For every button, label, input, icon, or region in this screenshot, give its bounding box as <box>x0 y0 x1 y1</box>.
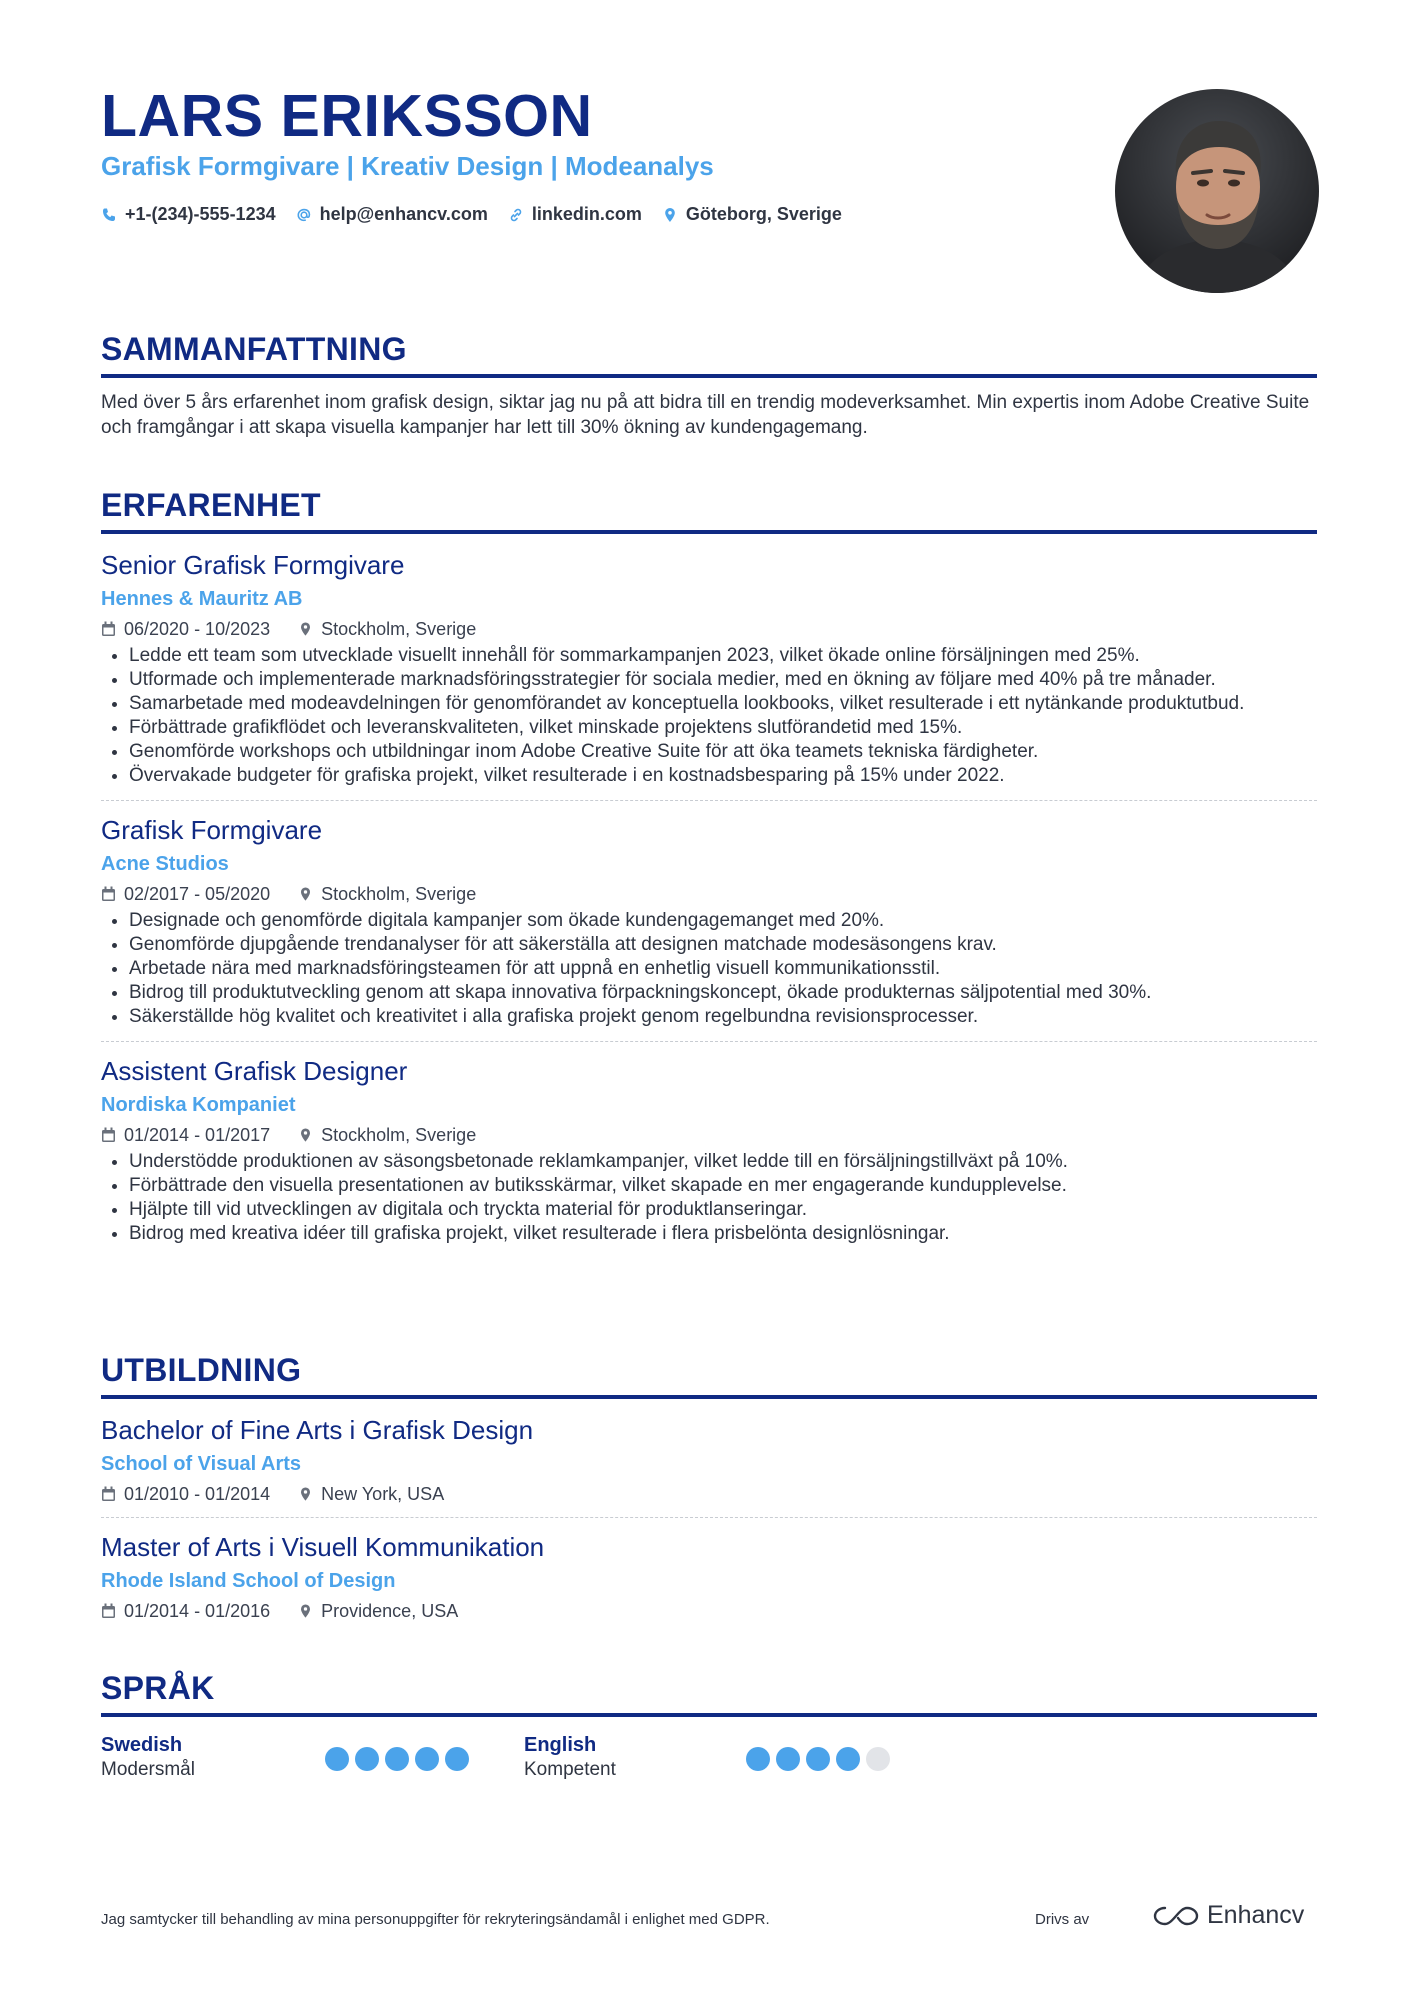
gdpr-consent: Jag samtycker till behandling av mina personuppgifter för rekryteringsändamål i enlighet med GDPR. <box>101 1911 770 1928</box>
rating-dot-filled <box>836 1747 860 1771</box>
bullet-item: • Hjälpte till vid utvecklingen av digitala och tryckta material för produktlanseringar. <box>129 1198 1317 1222</box>
contact-location-text: Göteborg, Sverige <box>685 204 842 224</box>
calendar-icon <box>101 1486 116 1502</box>
contact-linkedin[interactable] <box>508 204 642 225</box>
profile-photo <box>1115 89 1319 293</box>
bullet-item: • Bidrog till produktutveckling genom att skapa innovativa förpackningskoncept, ökade produkternas säljpotential med 30%. <box>129 981 1317 1005</box>
education-location: New York, USA <box>321 1484 445 1504</box>
bullet-item: • Genomförde workshops och utbildningar inom Adobe Creative Suite för att öka teamets tekniska färdigheter. <box>129 740 1317 764</box>
contact-email[interactable] <box>296 204 488 225</box>
job-bullets <box>101 909 1317 1029</box>
location-pin-icon <box>298 1603 313 1619</box>
bullet-item: • Bidrog med kreativa idéer till grafiska projekt, vilket resulterade i flera prisbelönta designlösningar. <box>129 1222 1317 1246</box>
language-entry <box>524 1733 944 1783</box>
contact-list <box>101 204 842 225</box>
contact-phone-text: +1-(234)-555-1234 <box>125 204 276 224</box>
education-meta <box>101 1600 1317 1622</box>
education-title: UTBILDNING <box>101 1352 1317 1399</box>
contact-location <box>662 204 842 225</box>
rating-dot-filled <box>415 1747 439 1771</box>
contact-linkedin-text: linkedin.com <box>531 204 642 224</box>
job-dates: 06/2020 - 10/2023 <box>124 619 271 639</box>
at-icon <box>296 207 312 223</box>
language-level: Modersmål <box>101 1759 195 1780</box>
location-pin-icon <box>298 1127 313 1143</box>
rating-dot-filled <box>355 1747 379 1771</box>
job-title: Senior Grafisk Formgivare <box>101 550 405 580</box>
degree-title: Master of Arts i Visuell Kommunikation <box>101 1532 545 1562</box>
calendar-icon <box>101 1603 116 1619</box>
rating-dot-filled <box>806 1747 830 1771</box>
languages-title: SPRÅK <box>101 1670 1317 1717</box>
job-location: Stockholm, Sverige <box>321 1125 477 1145</box>
job-dates: 02/2017 - 05/2020 <box>124 884 271 904</box>
degree-title: Bachelor of Fine Arts i Grafisk Design <box>101 1415 534 1445</box>
experience-title: ERFARENHET <box>101 487 1317 534</box>
bullet-item: • Förbättrade den visuella presentationen av butiksskärmar, vilket skapade en mer engagerande kundupplevelse. <box>129 1174 1317 1198</box>
summary-text: Med över 5 års erfarenhet inom grafisk design, siktar jag nu på att bidra till en trendig modeverksamhet. Min expertis inom Adobe Creative Suite och framgångar i att skapa visuella kampanjer har lett till 30% ökning av kundengagemang. <box>101 392 1310 438</box>
bullet-item: • Understödde produktionen av säsongsbetonade reklamkampanjer, vilket ledde till en försäljningstillväxt på 10%. <box>129 1150 1317 1174</box>
job-entry <box>101 1056 1317 1246</box>
job-title: Grafisk Formgivare <box>101 815 323 845</box>
language-level: Kompetent <box>524 1759 616 1780</box>
location-pin-icon <box>298 886 313 902</box>
rating-dot-filled <box>385 1747 409 1771</box>
experience-section <box>101 487 1317 1246</box>
education-section <box>101 1352 1317 1622</box>
resume-page <box>101 0 1317 1995</box>
bullet-item: • Säkerställde hög kvalitet och kreativitet i alla grafiska projekt genom regelbundna revisionsprocesser. <box>129 1005 1317 1029</box>
job-bullets <box>101 644 1317 788</box>
company-name: Acne Studios <box>101 853 229 875</box>
job-meta <box>101 618 1317 640</box>
rating-dot-filled <box>445 1747 469 1771</box>
bullet-item: • Ledde ett team som utvecklade visuellt innehåll för sommarkampanjen 2023, vilket ökade online försäljningen med 25%. <box>129 644 1317 668</box>
candidate-headline: Grafisk Formgivare | Kreativ Design | Modeanalys <box>101 151 714 181</box>
education-location: Providence, USA <box>321 1601 459 1621</box>
enhancv-logo-icon <box>1153 1904 1199 1928</box>
job-meta <box>101 883 1317 905</box>
company-name: Nordiska Kompaniet <box>101 1094 296 1116</box>
job-entry <box>101 550 1317 788</box>
language-rating <box>746 1747 890 1771</box>
brand-name: Enhancv <box>1207 1901 1305 1929</box>
job-bullets <box>101 1150 1317 1246</box>
rating-dot-filled <box>746 1747 770 1771</box>
school-name: Rhode Island School of Design <box>101 1570 396 1592</box>
summary-section <box>101 331 1317 440</box>
job-dates: 01/2014 - 01/2017 <box>124 1125 271 1145</box>
phone-icon <box>101 207 117 223</box>
language-entry <box>101 1733 521 1783</box>
summary-title: SAMMANFATTNING <box>101 331 1317 378</box>
bullet-item: • Förbättrade grafikflödet och leveranskvaliteten, vilket minskade projektens slutförandetid med 15%. <box>129 716 1317 740</box>
calendar-icon <box>101 886 116 902</box>
rating-dot-empty <box>866 1747 890 1771</box>
language-name: Swedish <box>101 1734 183 1756</box>
link-icon <box>508 207 524 223</box>
calendar-icon <box>101 621 116 637</box>
candidate-name: LARS ERIKSSON <box>101 83 593 149</box>
location-pin-icon <box>662 207 678 223</box>
education-meta <box>101 1483 1317 1505</box>
brand-logo[interactable] <box>1153 1901 1304 1930</box>
rating-dot-filled <box>776 1747 800 1771</box>
contact-phone[interactable] <box>101 204 276 225</box>
job-location: Stockholm, Sverige <box>321 619 477 639</box>
job-entry <box>101 815 1317 1029</box>
bullet-item: • Utformade och implementerade marknadsföringsstrategier för sociala medier, med en ökning av följare med 40% på tre månader. <box>129 668 1317 692</box>
bullet-item: • Arbetade nära med marknadsföringsteamen för att uppnå en enhetlig visuell kommunikationsstil. <box>129 957 1317 981</box>
bullet-item: • Övervakade budgeter för grafiska projekt, vilket resulterade i en kostnadsbesparing på 15% under 2022. <box>129 764 1317 788</box>
education-entry <box>101 1532 1317 1622</box>
rating-dot-filled <box>325 1747 349 1771</box>
entry-divider <box>101 1041 1317 1042</box>
bullet-item: • Genomförde djupgående trendanalyser för att säkerställa att designen matchade modesäsongens krav. <box>129 933 1317 957</box>
job-title: Assistent Grafisk Designer <box>101 1056 408 1086</box>
education-dates: 01/2014 - 01/2016 <box>124 1601 271 1621</box>
education-entry <box>101 1415 1317 1505</box>
education-dates: 01/2010 - 01/2014 <box>124 1484 271 1504</box>
language-name: English <box>524 1734 597 1756</box>
languages-section <box>101 1670 1317 1793</box>
job-meta <box>101 1124 1317 1146</box>
language-rating <box>325 1747 469 1771</box>
calendar-icon <box>101 1127 116 1143</box>
location-pin-icon <box>298 1486 313 1502</box>
entry-divider <box>101 800 1317 801</box>
bullet-item: • Designade och genomförde digitala kampanjer som ökade kundengagemanget med 20%. <box>129 909 1317 933</box>
entry-divider <box>101 1517 1317 1518</box>
contact-email-text: help@enhancv.com <box>319 204 488 224</box>
location-pin-icon <box>298 621 313 637</box>
school-name: School of Visual Arts <box>101 1453 302 1475</box>
bullet-item: • Samarbetade med modeavdelningen för genomförandet av konceptuella lookbooks, vilket resulterade i ett nytänkande produktutbud. <box>129 692 1317 716</box>
job-location: Stockholm, Sverige <box>321 884 477 904</box>
powered-by-label: Drivs av <box>1035 1911 1090 1928</box>
company-name: Hennes & Mauritz AB <box>101 588 303 610</box>
